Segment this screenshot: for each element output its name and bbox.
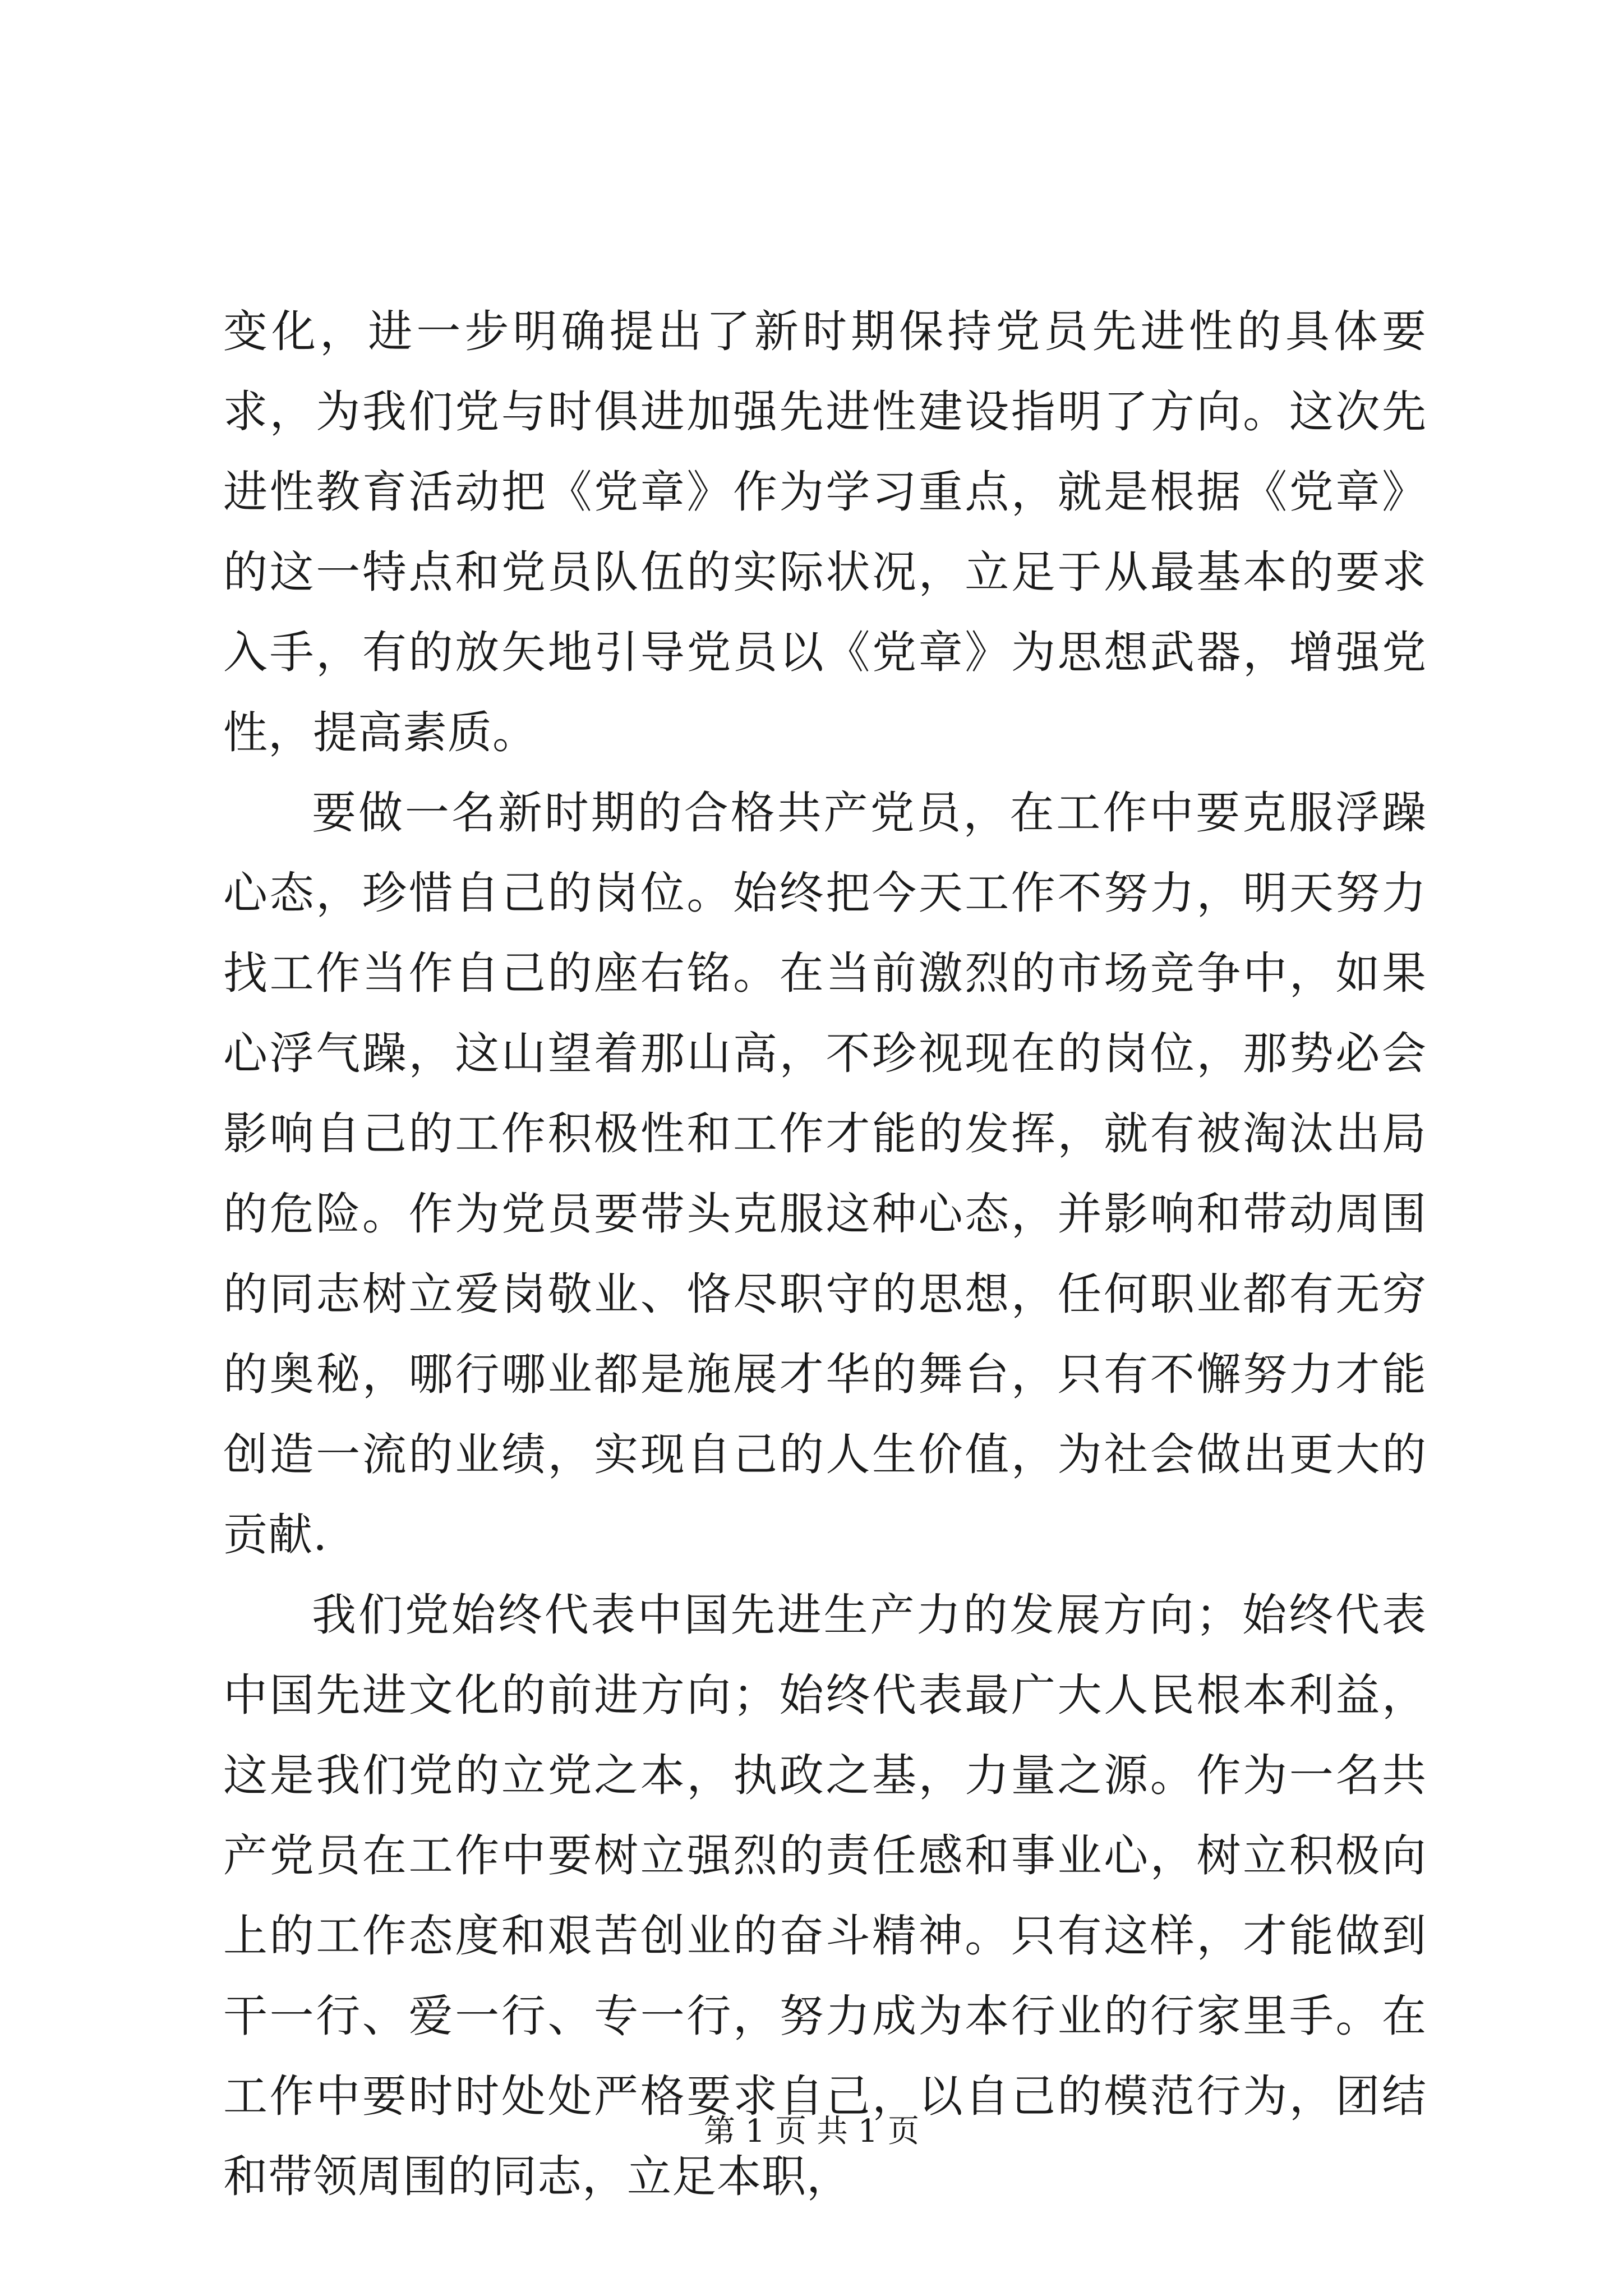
paragraph-2: 要做一名新时期的合格共产党员，在工作中要克服浮躁心态，珍惜自己的岗位。始终把今天工作不努力，明天努力找工作当作自己的座右铭。在当前激烈的市场竞争中，如果心浮气躁，这山望着那山高，不珍视现在的岗位，那势必会影响自己的工作积极性和工作才能的发挥，就有被淘汰出局的危险。作为党员要带头克服这种心态，并影响和带动周围的同志树立爱岗敬业、恪尽职守的思想，任何职业都有无穷的奥秘，哪行哪业都是施展才华的舞台，只有不懈努力才能创造一流的业绩，实现自己的人生价值，为社会做出更大的贡献. xyxy=(223,787,1427,1561)
paragraph-3: 我们党始终代表中国先进生产力的发展方向；始终代表中国先进文化的前进方向；始终代表最广大人民根本利益，这是我们党的立党之本，执政之基，力量之源。作为一名共产党员在工作中要树立强烈的责任感和事业心，树立积极向上的工作态度和艰苦创业的奋斗精神。只有这样，才能做到干一行、爱一行、专一行，努力成为本行业的行家里手。在工作中要时时处处严格要求自己，以自己的模范行为，团结和带领周围的同志，立足本职， xyxy=(223,1589,1427,2202)
paragraph-1: 变化，进一步明确提出了新时期保持党员先进性的具体要求，为我们党与时俱进加强先进性建设指明了方向。这次先进性教育活动把《党章》作为学习重点，就是根据《党章》的这一特点和党员队伍的实际状况，立足于从最基本的要求入手，有的放矢地引导党员以《党章》为思想武器，增强党性，提高素质。 xyxy=(223,306,1427,758)
document-body xyxy=(223,292,1427,2217)
page-footer: 第 1 页 共 1 页 xyxy=(703,2113,920,2150)
